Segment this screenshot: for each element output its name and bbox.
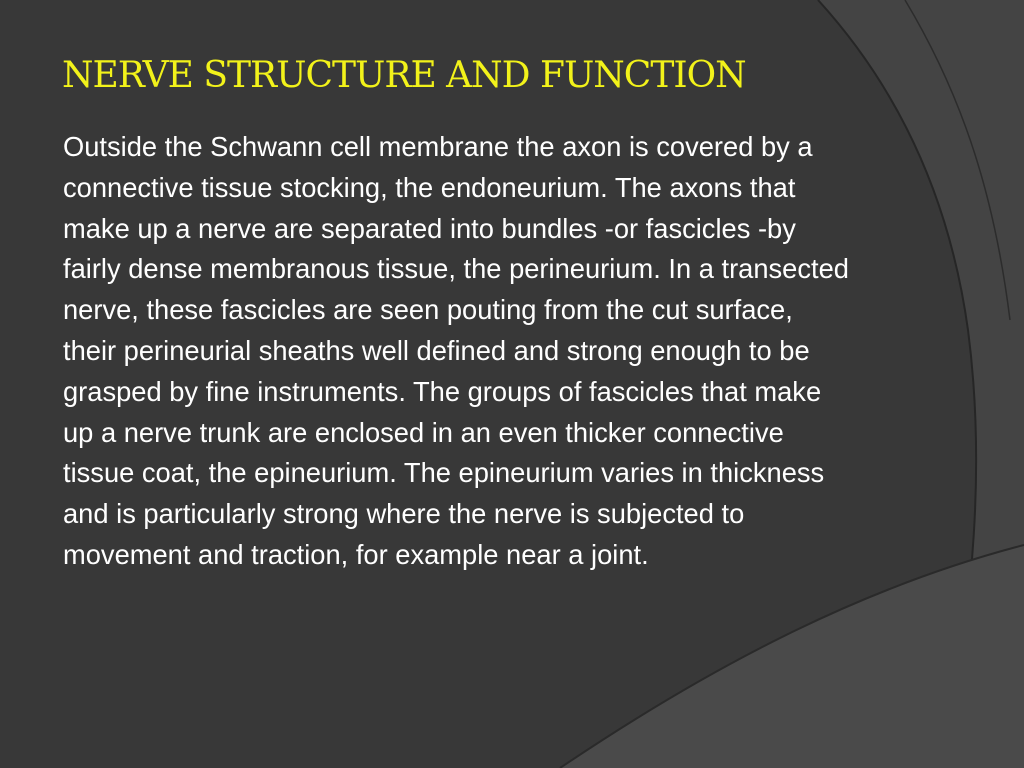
slide-title: NERVE STRUCTURE AND FUNCTION xyxy=(62,55,746,96)
background-lower-band xyxy=(560,545,1024,768)
slide-body-text: Outside the Schwann cell membrane the axon is covered by a connective tissue stocking, the endoneurium. The axons that make up a nerve are separated into bundles -or fascicles -by fairly dense membranous tissue, the perineurium. In a transected nerve, these fascicles are seen pouting from the cut surface, their perineurial sheaths well defined and strong enough to be grasped by fine instruments. The groups of fascicles that make up a nerve trunk are enclosed in an even thicker connective tissue coat, the epineurium. The epineurium varies in thickness and is particularly strong where the nerve is subjected to movement and traction, for example near a joint. xyxy=(63,131,849,570)
